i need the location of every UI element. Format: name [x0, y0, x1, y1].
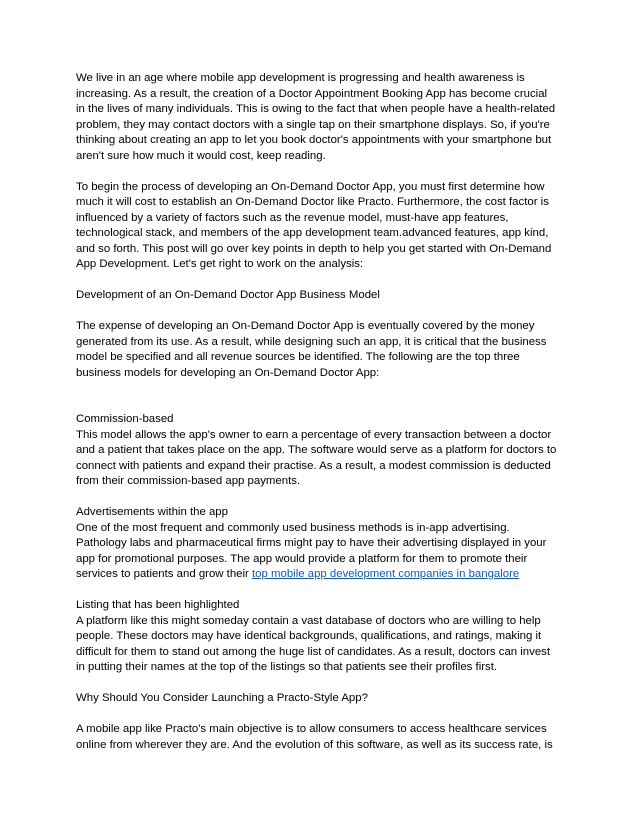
text-line: and so forth. This post will go over key points in depth to help you get started with On-Demand — [76, 242, 552, 255]
business-model-paragraph — [76, 319, 598, 381]
text-line: connect with patients and expand their practise. As a result, a modest commission is deducted — [76, 459, 551, 472]
text-line: Pathology labs and pharmaceutical firms might pay to have their advertising displayed in your — [76, 537, 547, 549]
why-paragraph — [76, 722, 598, 753]
text-line: problem, they may contact doctors with a single tap on their smartphone displays. So, if you're — [76, 118, 550, 131]
text-fragment: services to patients and grow their — [76, 568, 253, 580]
text-line: We live in an age where mobile app development is progressing and health awareness is — [76, 72, 525, 84]
text-line: thinking about creating an app to let you book doctor's appointments with your smartphone but — [76, 134, 552, 146]
listing-paragraph — [76, 614, 598, 676]
text-line: app for promotional purposes. The app would provide a platform for them to promote their — [76, 552, 528, 565]
text-line: aren't sure how much it would cost, keep reading. — [76, 149, 326, 162]
text-line: business models for developing an On-Demand Doctor App: — [76, 366, 380, 379]
ads-paragraph — [76, 521, 598, 583]
text-line: technological stack, and members of the app development team.advanced features, app kind, — [76, 227, 549, 239]
text-line: people. These doctors may have identical backgrounds, qualifications, and ratings, making it — [76, 630, 542, 642]
why-heading: Why Should You Consider Launching a Practo-Style App? — [76, 692, 368, 704]
text-line: increasing. As a result, the creation of a Doctor Appointment Booking App has become crucial — [76, 87, 548, 100]
business-model-heading: Development of an On-Demand Doctor App Business Model — [76, 289, 380, 301]
text-line: and a patient that takes place on the app. The software would serve as a platform for doctors to — [76, 444, 557, 456]
text-line — [76, 567, 598, 583]
text-line: model be specified and all revenue sources be identified. The following are the top three — [76, 351, 520, 363]
text-line: from their commission-based app payments. — [76, 475, 301, 487]
text-line: A platform like this might someday contain a vast database of doctors who are willing to help — [76, 614, 541, 627]
text-line: The expense of developing an On-Demand Doctor App is eventually covered by the money — [76, 320, 535, 332]
text-line: generated from its use. As a result, while designing such an app, it is critical that the business — [76, 335, 547, 348]
companies-link[interactable]: top mobile app development companies in bangalore — [252, 568, 520, 580]
commission-paragraph — [76, 428, 598, 490]
text-line: One of the most frequent and commonly used business methods is in-app advertising. — [76, 521, 510, 534]
text-line: A mobile app like Practo's main objective is to allow consumers to access healthcare services — [76, 723, 547, 735]
intro-paragraph — [76, 71, 598, 164]
text-line: in putting their names at the top of the listings so that patients see their profiles first. — [76, 661, 498, 673]
cost-paragraph — [76, 180, 598, 273]
text-line: much it will cost to establish an On-Demand Doctor like Practo. Furthermore, the cost factor is — [76, 196, 549, 208]
commission-heading: Commission-based — [76, 413, 174, 425]
ads-heading: Advertisements within the app — [76, 506, 228, 518]
text-line: difficult for them to stand out among the huge list of candidates. As a result, doctors can invest — [76, 645, 551, 658]
text-line: This model allows the app's owner to earn a percentage of every transaction between a doctor — [76, 428, 552, 441]
text-line: App Development. Let's get right to work on the analysis: — [76, 258, 364, 270]
text-line: To begin the process of developing an On-Demand Doctor App, you must first determine how — [76, 180, 545, 193]
text-line: influenced by a variety of factors such as the revenue model, must-have app features, — [76, 211, 509, 224]
text-line: in the lives of many individuals. This is owing to the fact that when people have a health-related — [76, 103, 556, 115]
text-line: online from wherever they are. And the evolution of this software, as well as its success rate, is — [76, 738, 553, 751]
listing-heading: Listing that has been highlighted — [76, 599, 240, 611]
